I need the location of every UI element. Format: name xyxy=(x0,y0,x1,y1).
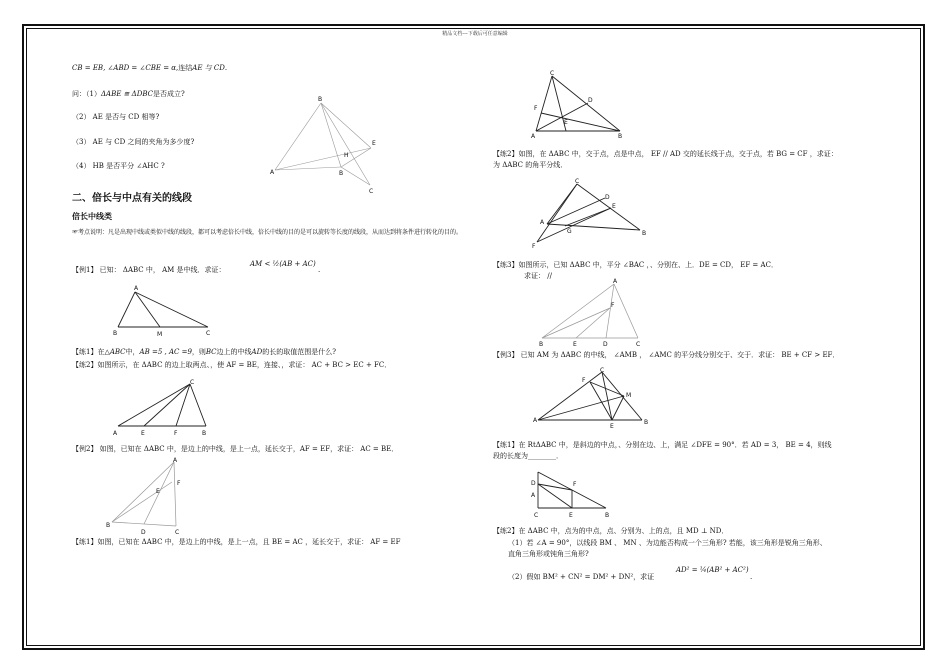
practice-1-d: AB =5 , AC =9 xyxy=(139,348,192,356)
fig2-label-3: C xyxy=(206,330,211,337)
fig5-label-5: B xyxy=(618,133,623,140)
fig5-label-1: F xyxy=(534,105,538,112)
page-header: 精品文档---下载后可任意编辑 xyxy=(442,31,508,37)
practice-3-right: 【练3】如图所示，已知 ΔABC 中，平分 ∠BAC ，、分别在、上．DE = CD， EF = AC． xyxy=(493,261,778,269)
fig7-label-1: F xyxy=(611,302,615,309)
fig8-label-2: M xyxy=(626,392,632,399)
fig7-label-0: A xyxy=(613,278,618,285)
fig5-label-3: E xyxy=(564,119,568,126)
key-point-note: ☞考点说明：凡是出现中线或类似中线的线段，都可以考虑倍长中线，倍长中线的目的是可以旋转等长度的线段，从而达到将条件进行转化的目的。 xyxy=(72,229,463,236)
fig3-label-2: E xyxy=(141,430,145,437)
figure-median-triangle xyxy=(110,282,220,344)
fig8-label-4: E xyxy=(610,423,614,430)
fig3-label-0: C xyxy=(190,379,195,386)
practice-1-g: 边上的中线 xyxy=(216,348,252,356)
subsection-title: 倍长中线类 xyxy=(72,212,112,221)
practice-1-i: 的长的取值范围是什么? xyxy=(262,348,336,356)
fig9-label-1: F xyxy=(573,481,577,488)
question-2: （2） AE 是否与 CD 相等? xyxy=(72,113,160,121)
fig8-label-5: B xyxy=(644,419,649,426)
practice-2-q2-end: . xyxy=(750,573,753,581)
question-1 xyxy=(72,90,185,99)
practice-3-right-b: 求证： // xyxy=(524,272,552,280)
practice-1-e: ，则 xyxy=(191,348,206,356)
fig1-label-3: A xyxy=(270,169,275,176)
fig6-label-1: D xyxy=(605,194,610,201)
fig4-label-3: B xyxy=(106,522,111,529)
practice-1-h: AD xyxy=(251,348,263,356)
practice-2: 【练2】如图所示，在 ΔABC 的边上取两点、，使 AF = BE，连接、，求证： AC + BC > EC + FC． xyxy=(72,361,392,369)
fig9-label-0: D xyxy=(531,480,536,487)
practice-2-right-2-q2 xyxy=(508,573,654,582)
figure-example-2 xyxy=(100,456,200,540)
figure-angle-bisector-2 xyxy=(525,178,655,257)
fig9-label-5: B xyxy=(605,512,610,519)
fig1-label-5: C xyxy=(369,188,374,195)
fig6-label-3: A xyxy=(540,219,545,226)
fig4-label-0: A xyxy=(173,457,178,464)
fig7-label-4: D xyxy=(603,341,608,348)
fig9-label-4: E xyxy=(569,512,573,519)
practice-1-right: 【练1】在 RtΔABC 中，是斜边的中点，、分别在边、上，满足 ∠DFE = 90°．若 AD = 3， BE = 4，则线 xyxy=(493,441,832,449)
example-3: 【例3】 已知 AM 为 ΔABC 的中线， ∠AMB ， ∠AMC 的平分线分别交于、交于．求证： BE + CF > EF． xyxy=(493,351,840,359)
intro-math: CB = EB, ∠ABD = ∠CBE = α xyxy=(72,64,177,72)
fig3-label-4: B xyxy=(202,430,207,437)
example-1-formula: AM < ½(AB + AC) xyxy=(250,260,316,268)
fig1-label-4: B xyxy=(339,170,344,177)
fig6-label-4: G xyxy=(567,228,572,235)
fig6-label-6: F xyxy=(532,243,536,250)
fig5-label-4: A xyxy=(531,133,536,140)
section-title: 二、倍长与中点有关的线段 xyxy=(72,193,192,204)
figure-right-triangle xyxy=(528,468,618,524)
fig4-label-5: C xyxy=(175,529,180,536)
practice-1 xyxy=(72,348,336,357)
figure-practice-2 xyxy=(110,378,220,442)
intro-connect: ,连结 xyxy=(176,64,193,72)
figure-example-3 xyxy=(532,366,657,436)
question-intro: 问：（1） xyxy=(72,90,101,98)
practice-2-right-2-q1b: 直角三角形或钝角三角形? xyxy=(508,550,589,558)
fig7-label-3: E xyxy=(573,341,577,348)
fig2-label-2: M xyxy=(157,331,163,338)
fig4-label-2: E xyxy=(156,488,160,495)
fig1-label-1: H xyxy=(344,152,349,159)
fig2-label-1: B xyxy=(113,330,118,337)
fig4-label-4: D xyxy=(141,529,146,536)
fig3-label-3: F xyxy=(174,430,178,437)
figure-congruent-triangles xyxy=(265,95,385,199)
practice-1-b: ABC xyxy=(109,348,126,356)
fig5-label-2: D xyxy=(588,97,593,104)
fig1-label-0: B xyxy=(318,96,323,103)
question-4: （4） HB 是否平分 ∠AHC ? xyxy=(72,162,165,170)
practice-2-right: 【练2】如图，在 ΔABC 中，交于点，点是中点， EF // AD 交的延长线于点，交于点，若 BG = CF ，求证： xyxy=(493,150,838,158)
fig7-label-5: C xyxy=(636,341,641,348)
practice-2-q2-formula: AD² = ¼(AB² + AC²) xyxy=(676,566,749,574)
practice-1-right-b: 段的长度为________． xyxy=(493,452,563,460)
fig9-label-2: A xyxy=(531,492,536,499)
example-1 xyxy=(72,266,226,275)
practice-2-right-2-q1: （1）若 ∠A = 90°，以线段 BM 、 MN 、为边能否构成一个三角形? 若能，该三角形是锐角三角形、 xyxy=(508,539,827,547)
fig9-label-3: C xyxy=(534,512,539,519)
intro-end: . xyxy=(224,64,228,72)
question-1-math: ΔABE ≅ ΔDBC xyxy=(100,90,153,98)
fig6-label-0: C xyxy=(575,178,580,185)
fig3-label-1: A xyxy=(113,430,118,437)
fig6-label-5: B xyxy=(642,230,647,237)
practice-1b: 【练1】如图，已知在 ΔABC 中，是边上的中线，是上一点，且 BE = AC ，延长交于，求证： AF = EF xyxy=(72,538,401,546)
intro-line xyxy=(72,64,227,73)
figure-practice-3 xyxy=(534,276,644,352)
practice-2-right-2: 【练2】在 ΔABC 中，点为的中点，点、分别为、上的点，且 MD ⊥ ND． xyxy=(493,527,729,535)
fig2-label-0: A xyxy=(134,285,139,292)
example-1-end: . xyxy=(318,266,321,274)
practice-1-f: BC xyxy=(205,348,217,356)
figure-angle-bisector-1 xyxy=(528,68,628,144)
question-3: （3） AE 与 CD 之间的夹角为多少度? xyxy=(72,138,195,146)
intro-segments: AE 与 CD xyxy=(192,64,225,72)
fig7-label-2: B xyxy=(539,341,544,348)
fig8-label-3: A xyxy=(533,417,538,424)
practice-1-c: 中， xyxy=(125,348,140,356)
question-1-tail: 是否成立? xyxy=(152,90,185,98)
fig8-label-0: C xyxy=(600,367,605,374)
practice-2-q2-a: （2）假如 BM² + CN² = DM² + DN²，求证 xyxy=(508,573,655,581)
fig4-label-1: F xyxy=(177,480,181,487)
example-1-text: 【例1】 已知： ΔABC 中， AM 是中线．求证： xyxy=(72,266,226,274)
fig5-label-0: C xyxy=(550,70,555,77)
example-2: 【例2】 如图，已知在 ΔABC 中，是边上的中线，是上一点，延长交于，AF = EF，求证： AC = BE． xyxy=(72,445,399,453)
fig8-label-1: F xyxy=(582,377,586,384)
practice-1-a: 【练1】在△ xyxy=(72,348,110,356)
practice-2-right-b: 为 ΔABC 的角平分线． xyxy=(493,161,568,169)
fig1-label-2: E xyxy=(372,140,376,147)
fig6-label-2: E xyxy=(612,203,616,210)
